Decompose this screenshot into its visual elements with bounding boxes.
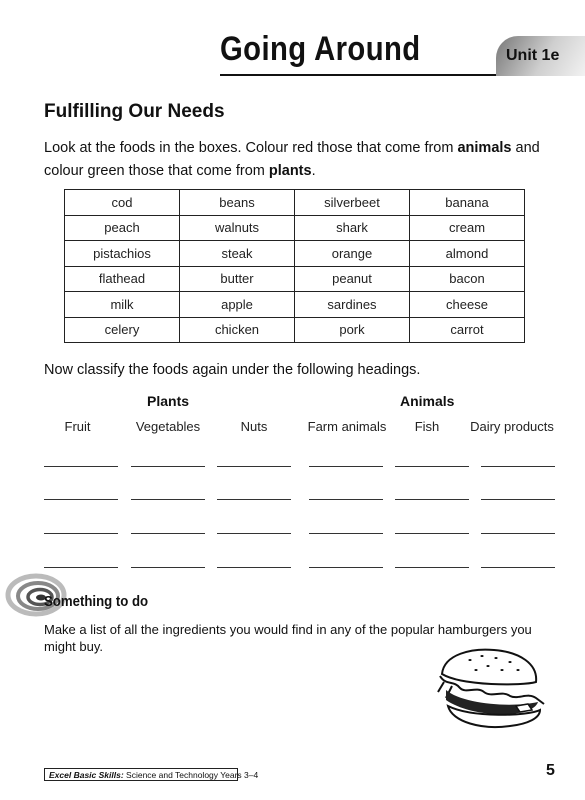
- food-cell[interactable]: apple: [180, 292, 295, 318]
- food-cell[interactable]: shark: [295, 215, 410, 241]
- column-heading-nuts: Nuts: [240, 419, 268, 434]
- food-cell[interactable]: sardines: [295, 292, 410, 318]
- colour-instruction: Look at the foods in the boxes. Colour red those that come from animals and colour green those that come from plants.: [44, 140, 540, 179]
- food-cell[interactable]: carrot: [410, 317, 525, 343]
- table-row: [65, 317, 525, 343]
- food-cell[interactable]: butter: [180, 266, 295, 292]
- page-title: Going Around: [220, 30, 421, 68]
- table-row: [65, 292, 525, 318]
- answer-line[interactable]: [44, 466, 118, 467]
- answer-line[interactable]: [395, 466, 469, 467]
- answer-line[interactable]: [131, 533, 205, 534]
- answer-line[interactable]: [481, 466, 555, 467]
- table-row: [65, 241, 525, 267]
- answer-line[interactable]: [217, 533, 291, 534]
- page-number: 5: [546, 762, 555, 779]
- food-cell[interactable]: bacon: [410, 266, 525, 292]
- food-cell[interactable]: peanut: [295, 266, 410, 292]
- answer-line[interactable]: [217, 567, 291, 568]
- answer-line[interactable]: [217, 466, 291, 467]
- answer-line[interactable]: [481, 567, 555, 568]
- food-cell[interactable]: steak: [180, 241, 295, 267]
- food-cell[interactable]: cod: [65, 190, 180, 216]
- foods-table: [64, 189, 525, 343]
- food-cell[interactable]: pork: [295, 317, 410, 343]
- answer-line[interactable]: [309, 533, 383, 534]
- food-cell[interactable]: walnuts: [180, 215, 295, 241]
- answer-line[interactable]: [395, 567, 469, 568]
- food-cell[interactable]: almond: [410, 241, 525, 267]
- answer-line[interactable]: [481, 499, 555, 500]
- food-cell[interactable]: pistachios: [65, 241, 180, 267]
- hamburger-illustration: [432, 646, 550, 732]
- answer-line[interactable]: [131, 567, 205, 568]
- food-cell[interactable]: chicken: [180, 317, 295, 343]
- column-heading-dairy-products: Dairy products: [470, 419, 554, 434]
- animals-heading: Animals: [400, 393, 455, 409]
- footer-credit: Excel Basic Skills: Science and Technology Years 3–4: [44, 768, 238, 781]
- food-cell[interactable]: milk: [65, 292, 180, 318]
- answer-line[interactable]: [131, 499, 205, 500]
- food-cell[interactable]: celery: [65, 317, 180, 343]
- answer-line[interactable]: [44, 567, 118, 568]
- answer-line[interactable]: [309, 499, 383, 500]
- something-to-do-heading: Something to do: [44, 593, 149, 610]
- column-heading-vegetables: Vegetables: [135, 419, 201, 434]
- answer-line[interactable]: [217, 499, 291, 500]
- answer-line[interactable]: [481, 533, 555, 534]
- answer-line[interactable]: [44, 499, 118, 500]
- food-cell[interactable]: cream: [410, 215, 525, 241]
- answer-line[interactable]: [309, 567, 383, 568]
- food-cell[interactable]: banana: [410, 190, 525, 216]
- table-row: [65, 190, 525, 216]
- answer-line[interactable]: [131, 466, 205, 467]
- food-cell[interactable]: orange: [295, 241, 410, 267]
- table-row: [65, 266, 525, 292]
- unit-label: Unit 1e: [506, 47, 560, 64]
- column-heading-fruit: Fruit: [64, 419, 91, 434]
- something-to-do-text: Make a list of all the ingredients you would find in any of the popular hamburgers you might buy.: [44, 622, 532, 654]
- column-heading-fish: Fish: [414, 419, 440, 434]
- food-cell[interactable]: peach: [65, 215, 180, 241]
- classify-instruction: Now classify the foods again under the following headings.: [44, 362, 421, 378]
- answer-line[interactable]: [395, 533, 469, 534]
- food-cell[interactable]: flathead: [65, 266, 180, 292]
- food-cell[interactable]: silverbeet: [295, 190, 410, 216]
- section-heading: Fulfilling Our Needs: [44, 101, 225, 122]
- food-cell[interactable]: cheese: [410, 292, 525, 318]
- table-row: [65, 215, 525, 241]
- answer-line[interactable]: [395, 499, 469, 500]
- plants-heading: Plants: [147, 393, 190, 409]
- answer-line[interactable]: [44, 533, 118, 534]
- column-heading-farm-animals: Farm animals: [307, 419, 387, 434]
- food-cell[interactable]: beans: [180, 190, 295, 216]
- answer-line[interactable]: [309, 466, 383, 467]
